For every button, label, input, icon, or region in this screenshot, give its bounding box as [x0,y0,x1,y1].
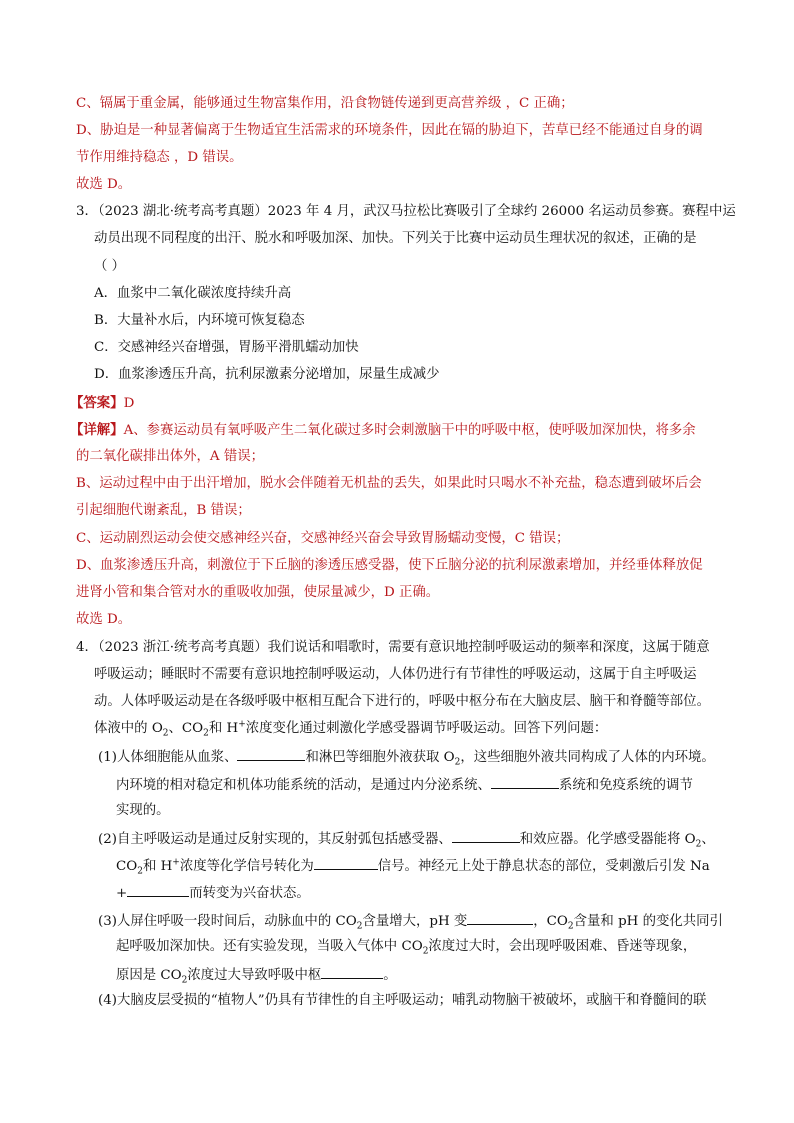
detail-a-text: A、参赛运动员有氧呼吸产生二氧化碳过多时会刺激脑干中的呼吸中枢，使呼吸加深加快，将多余 [123,423,696,438]
q4-stem-line-3: 动。人体呼吸运动是在各级呼吸中枢相互配合下进行的，呼吸中枢分布在大脑皮层、脑干和脊髓等部位。 [94,694,710,709]
text-run: (3)人屏住呼吸一段时间后，动脉血中的 CO [98,914,357,929]
text-run: 原因是 CO [116,968,182,983]
subscript: 2 [203,728,209,739]
answer-blank[interactable] [491,774,559,789]
answer-blank[interactable] [314,855,378,870]
q3-detail-c: C、运动剧烈运动会使交感神经兴奋，交感神经兴奋会导致胃肠蠕动变慢，C 错误； [76,531,570,546]
subscript: 2 [162,728,169,739]
detail-label: 【详解】 [70,422,124,438]
text-run: ，CO [533,914,568,929]
text-run: 和 H [208,721,239,736]
answer-blank[interactable] [467,910,533,925]
answer-blank[interactable] [452,828,520,843]
q3-stem-line-1: 3．（2023 湖北·统考高考真题）2023 年 4 月，武汉马拉松比赛吸引了全球约 26000 名运动员参赛。赛程中运 [76,204,736,219]
q4-stem-line-4 [94,719,607,739]
q4-part2-line-3 [116,882,310,904]
text-run: 浓度过大时，会出现呼吸困难、昏迷等现象， [428,939,697,954]
text-run: 信号。神经元上处于静息状态的部位，受刺激后引发 Na [377,859,710,874]
subscript: 2 [356,921,363,932]
q4-part2-line-1 [98,828,715,850]
answer-line-d-cont: 节作用维持稳态 ，D 错误。 [76,150,243,165]
text-run: ，这些细胞外液共同构成了人体的内环境。 [460,750,715,765]
answer-line-d: D、胁迫是一种显著偏离于生物适宜生活需求的环境条件，因此在镉的胁迫下，苦草已经不能通过自身的调 [76,123,703,138]
text-run: 、 [701,832,715,847]
text-run: (1)人体细胞能从血浆、 [98,750,238,765]
q3-detail-b-cont: 引起细胞代谢紊乱，B 错误； [76,503,251,518]
text-run: 和 H [142,859,173,874]
q3-detail-b: B、运动过程中由于出汗增加，脱水会伴随着无机盐的丢失，如果此时只喝水不补充盐，稳态遭到破坏后会 [76,476,702,491]
q4-part4-line-1: (4)大脑皮层受损的“植物人”仍具有节律性的自主呼吸运动；哺乳动物脑干被破坏，或脑干和脊髓间的联 [98,993,707,1008]
text-run: 浓度等化学信号转化为 [179,859,314,874]
q3-option-d: D．血浆渗透压升高，抗利尿激素分泌增加，尿量生成减少 [94,367,440,382]
q3-detail-a [70,420,696,441]
text-run: CO [116,859,138,874]
text-run: 和淋巴等细胞外液获取 O [305,750,455,765]
q4-part3-line-3 [116,964,397,986]
text-run: 浓度过大导致呼吸中枢 [187,968,322,983]
text-run: + [116,886,128,901]
text-run: 。 [383,968,397,983]
q3-option-c: C．交感神经兴奋增强，胃肠平滑肌蠕动加快 [94,340,359,355]
text-run: 起呼吸加深加快。还有实验发现，当吸入气体中 CO [116,939,423,954]
answer-blank[interactable] [127,882,189,897]
subscript: 2 [695,839,702,850]
q3-option-a: A．血浆中二氧化碳浓度持续升高 [94,286,292,301]
text-run: 和效应器。化学感受器能将 O [519,832,696,847]
text-run: 含量增大，pH 变 [362,914,468,929]
q4-part3-line-2 [116,937,696,957]
text-run: 、CO [168,721,204,736]
q4-part1-line-3: 实现的。 [116,803,170,818]
subscript: 2 [137,866,143,877]
q3-option-b: B．大量补水后，内环境可恢复稳态 [94,313,305,328]
q3-detail-d-cont: 进肾小管和集合管对水的重吸收加强，使尿量减少，D 正确。 [76,585,440,600]
answer-blank[interactable] [321,964,383,979]
subscript: 2 [454,757,461,768]
superscript: + [238,719,246,730]
text-run: 内环境的相对稳定和机体功能系统的活动，是通过内分泌系统、 [116,778,491,793]
q4-stem-line-2: 呼吸运动；睡眠时不需要有意识地控制呼吸运动，人体仍进行有节律性的呼吸运动，这属于自主呼吸运 [94,667,697,682]
q3-detail-d: D、血浆渗透压升高，刺激位于下丘脑的渗透压感受器，使下丘脑分泌的抗利尿激素增加，并经垂体释放促 [76,558,703,573]
q3-answer [70,393,134,414]
q3-choose: 故选 D。 [76,612,132,627]
superscript: + [172,857,180,868]
q4-part1-line-1 [98,746,715,768]
q3-stem-line-2: 动员出现不同程度的出汗、脱水和呼吸加深、加快。下列关于比赛中运动员生理状况的叙述，正确的是 [94,231,697,246]
answer-line-c: C、镉属于重金属，能够通过生物富集作用，沿食物链传递到更高营养级 ，C 正确； [76,96,574,111]
text-run: 而转变为兴奋状态。 [189,886,310,901]
q3-detail-a-cont: 的二氧化碳排出体外，A 错误； [76,449,265,464]
q4-stem-line-1: 4．（2023 浙江·统考高考真题）我们说话和唱歌时，需要有意识地控制呼吸运动的频率和深度，这属于随意 [76,640,710,655]
answer-value: D [123,396,135,411]
q4-part3-line-1 [98,910,723,932]
text-run: 系统和免疫系统的调节 [558,778,693,793]
answer-blank[interactable] [237,746,305,761]
answer-label: 【答案】 [70,395,124,411]
text-run: (2)自主呼吸运动是通过反射实现的，其反射弧包括感受器、 [98,832,452,847]
text-run: 含量和 pH 的变化共同引 [573,914,723,929]
q4-part2-line-2 [116,855,710,877]
subscript: 2 [181,975,188,986]
subscript: 2 [422,946,429,957]
choose-line: 故选 D。 [76,177,132,192]
text-run: 浓度变化通过刺激化学感受器调节呼吸运动。回答下列问题： [245,721,608,736]
q3-answer-paren: （ ） [94,259,126,274]
subscript: 2 [567,921,574,932]
q4-part1-line-2 [116,774,693,796]
text-run: 体液中的 O [94,721,163,736]
